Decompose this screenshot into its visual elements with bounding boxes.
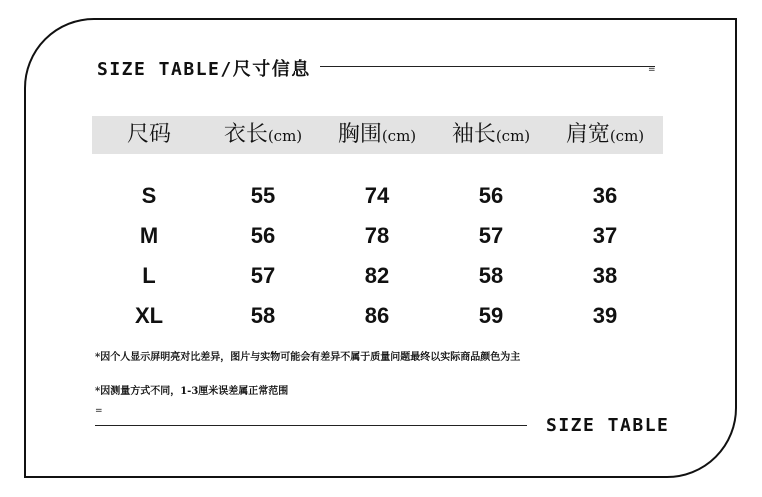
table-header-row — [92, 116, 663, 154]
header-label: 袖长 — [451, 122, 496, 147]
table-cell: 55 — [250, 183, 276, 208]
table-cell: 78 — [364, 223, 390, 248]
header-unit: (cm) — [609, 127, 645, 145]
title-divider — [320, 66, 655, 67]
header-unit: (cm) — [267, 127, 303, 145]
table-cell: 74 — [364, 183, 390, 208]
header-chest — [320, 116, 434, 155]
table-cell: 36 — [592, 183, 618, 208]
size-table-footer: SIZE TABLE — [546, 415, 670, 436]
table-cell: L — [142, 263, 156, 288]
table-row — [92, 296, 663, 336]
display-disclaimer-note: *因个人显示屏明亮对比差异，图片与实物可能会有差异不属于质量问题最终以实际商品颜色为主 — [95, 352, 521, 363]
footer-divider — [95, 425, 527, 426]
table-cell: M — [139, 223, 159, 248]
header-length — [206, 116, 320, 155]
table-cell: 86 — [364, 303, 390, 328]
header-label: 尺码 — [126, 122, 171, 147]
table-cell: 58 — [478, 263, 504, 288]
header-label: 胸围 — [337, 122, 382, 147]
table-cell: 59 — [478, 303, 504, 328]
header-label: 衣长 — [223, 122, 268, 147]
table-row — [92, 256, 663, 296]
table-cell: 39 — [592, 303, 618, 328]
table-cell: 56 — [478, 183, 504, 208]
table-cell: 58 — [250, 303, 276, 328]
table-cell: XL — [134, 303, 164, 328]
table-cell: S — [141, 183, 157, 208]
header-unit: (cm) — [381, 127, 417, 145]
header-unit: (cm) — [495, 127, 531, 145]
table-cell: 57 — [478, 223, 504, 248]
table-cell: 82 — [364, 263, 390, 288]
top-rule-mark: = — [648, 65, 656, 75]
table-cell: 56 — [250, 223, 276, 248]
measurement-error-note: *因测量方式不同，1-3厘米误差属正常范围 — [95, 386, 289, 397]
table-row — [92, 216, 663, 256]
table-cell: 38 — [592, 263, 618, 288]
table-cell: 57 — [250, 263, 276, 288]
bottom-rule-mark: = — [95, 406, 103, 416]
header-size — [92, 116, 206, 155]
header-shoulder — [548, 116, 662, 155]
size-table-title: SIZE TABLE/尺寸信息 — [97, 59, 311, 80]
header-sleeve — [434, 116, 548, 155]
header-label: 肩宽 — [565, 122, 610, 147]
table-cell: 37 — [592, 223, 618, 248]
table-row — [92, 176, 663, 216]
